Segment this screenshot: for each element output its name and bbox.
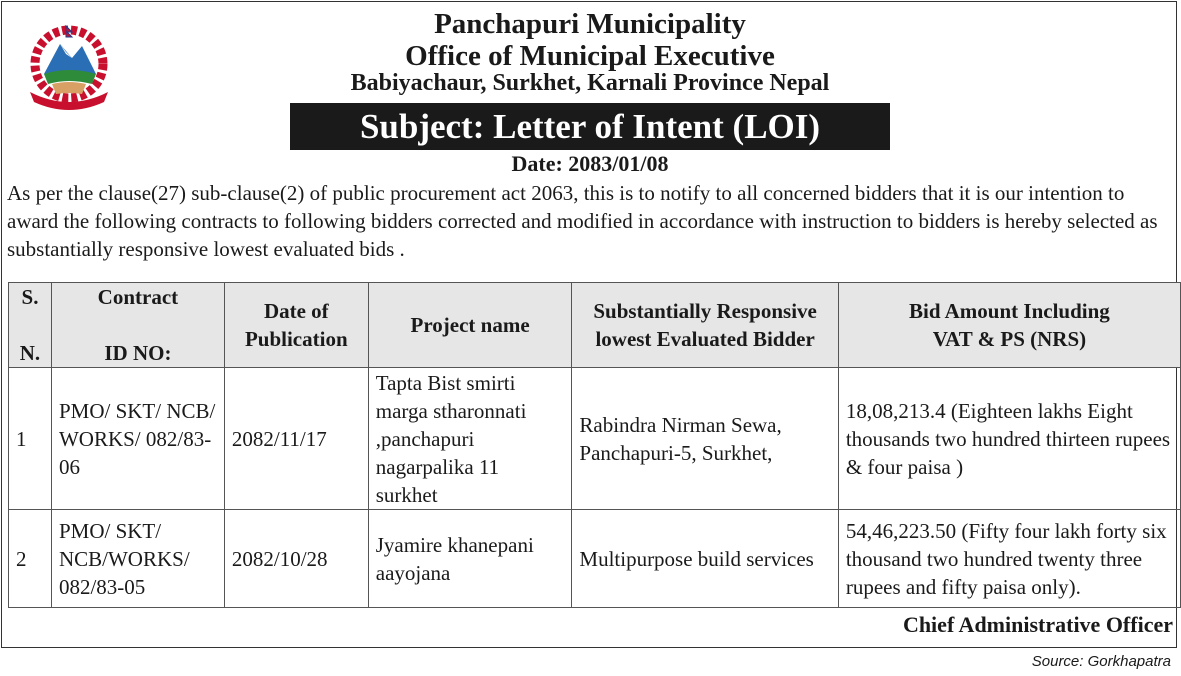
header-text: Date of	[263, 299, 329, 323]
header-amount	[838, 283, 1180, 368]
cell-project: Jyamire khanepani aayojana	[368, 510, 572, 608]
org-name: Panchapuri Municipality	[434, 8, 746, 40]
cell-bidder: Multipurpose build services	[572, 510, 838, 608]
cell-contract-id: PMO/ SKT/ NCB/WORKS/ 082/83-05	[51, 510, 224, 608]
subject-banner: Subject: Letter of Intent (LOI)	[290, 103, 890, 150]
header-text: Substantially Responsive	[593, 299, 817, 323]
nepal-emblem-logo	[22, 22, 116, 112]
source-credit: Source: Gorkhapatra	[1031, 653, 1171, 670]
office-name: Office of Municipal Executive	[405, 40, 775, 72]
header-contract-id	[51, 283, 224, 368]
cell-amount: 18,08,213.4 (Eighteen lakhs Eight thousands two hundred thirteen rupees & four paisa )	[838, 368, 1180, 510]
table-header-row	[9, 283, 1181, 368]
cell-contract-id: PMO/ SKT/ NCB/ WORKS/ 082/83-06	[51, 368, 224, 510]
cell-sn: 1	[9, 368, 52, 510]
cell-project: Tapta Bist smirti marga stharonnati ,panchapuri nagarpalika 11 surkhet	[368, 368, 572, 510]
header-text: ID NO:	[104, 341, 172, 365]
header-bidder	[572, 283, 838, 368]
header-text: Bid Amount Including	[909, 299, 1110, 323]
loi-table	[8, 282, 1181, 608]
table-row	[9, 368, 1181, 510]
header-text: lowest Evaluated Bidder	[595, 327, 815, 351]
cell-date: 2082/10/28	[224, 510, 368, 608]
header-text: Publication	[244, 327, 348, 351]
cell-bidder: Rabindra Nirman Sewa, Panchapuri-5, Surkhet,	[572, 368, 838, 510]
cell-sn: 2	[9, 510, 52, 608]
header-project: Project name	[368, 283, 572, 368]
cell-date: 2082/11/17	[224, 368, 368, 510]
header-sn	[9, 283, 52, 368]
notice-paragraph: As per the clause(27) sub-clause(2) of public procurement act 2063, this is to notify to all concerned bidders that it is our intention to award the following contracts to following bidders corrected and modified in accordance with instruction to bidders is hereby selected as substantially responsive lowest evaluated bids .	[7, 181, 1158, 261]
header-text: S.	[21, 285, 39, 309]
table-row	[9, 510, 1181, 608]
notice-date: Date: 2083/01/08	[511, 151, 669, 176]
signatory: Chief Administrative Officer	[902, 612, 1173, 637]
address: Babiyachaur, Surkhet, Karnali Province Nepal	[350, 70, 830, 96]
header-text: N.	[19, 341, 41, 365]
header-date	[224, 283, 368, 368]
header-text: VAT & PS (NRS)	[932, 327, 1087, 351]
cell-amount: 54,46,223.50 (Fifty four lakh forty six thousand two hundred twenty three rupees and fifty paisa only).	[838, 510, 1180, 608]
header-text: Contract	[97, 285, 179, 309]
